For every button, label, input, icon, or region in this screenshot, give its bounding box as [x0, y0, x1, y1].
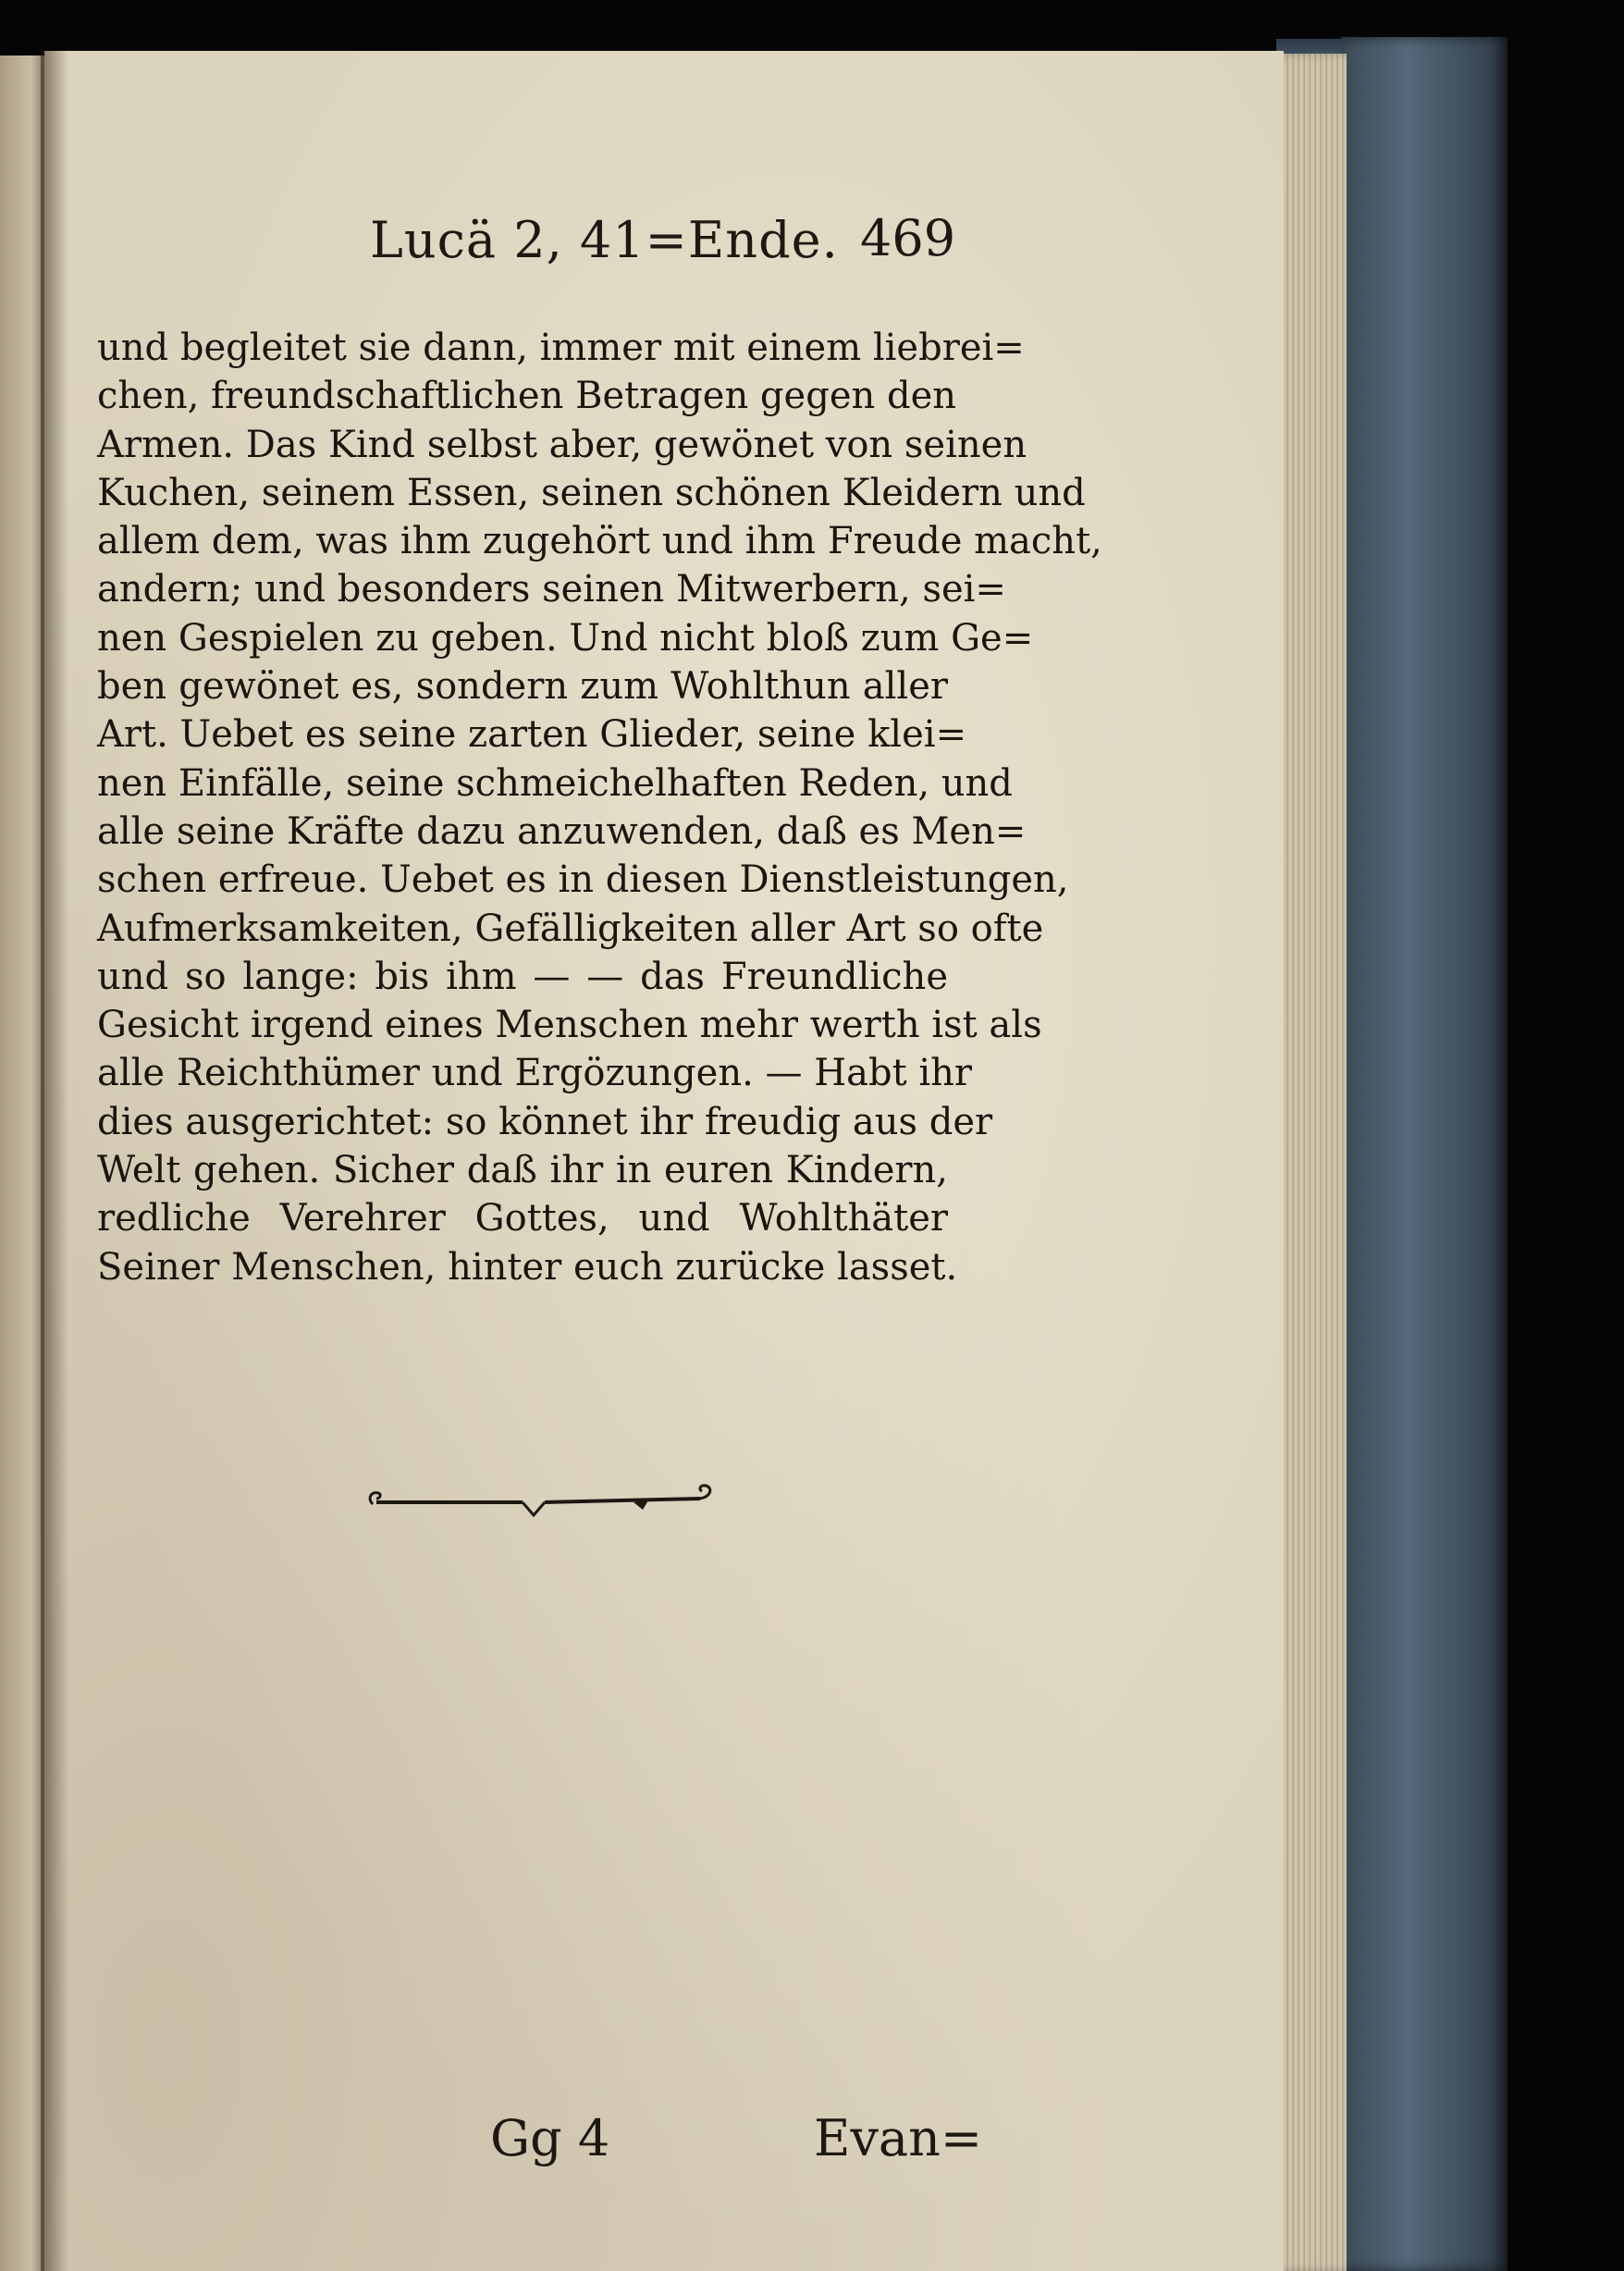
body-text [97, 324, 1102, 1291]
facing-page-edge [0, 56, 44, 2271]
text-line: chen, freundschaftlichen Betragen gegen den [97, 375, 957, 418]
text-line: andern; und besonders seinen Mitwerbern, sei= [97, 568, 1006, 611]
text-line: dies ausgerichtet: so könnet ihr freudig aus der [97, 1100, 993, 1143]
running-head-title: Lucä 2, 41=Ende. [370, 211, 839, 269]
text-line: Art. Uebet es seine zarten Glieder, seine klei= [97, 713, 967, 757]
text-line: allem dem, was ihm zugehört und ihm Freude macht, [97, 520, 1102, 563]
text-line: und begleitet sie dann, immer mit einem liebrei= [97, 327, 1025, 369]
text-line: schen erfreue. Uebet es in diesen Dienstleistungen, [97, 858, 1069, 902]
page-edges [1273, 54, 1347, 2271]
text-line: nen Einfälle, seine schmeichelhaften Reden, und [97, 761, 1013, 805]
text-line: nen Gespielen zu geben. Und nicht bloß zum Ge= [97, 616, 1034, 660]
gutter-shadow [41, 51, 68, 2271]
book-cover [1341, 37, 1507, 2271]
page-number: 469 [860, 209, 956, 267]
text-line: Seiner Menschen, hinter euch zurücke lasset. [97, 1245, 958, 1289]
text-line: Armen. Das Kind selbst aber, gewönet von seinen [97, 423, 1027, 466]
text-line: Gesicht irgend eines Menschen mehr werth ist als [97, 1004, 1042, 1047]
signature-mark: Gg 4 [490, 2109, 610, 2167]
text-line: alle Reichthümer und Ergözungen. — Habt ihr [97, 1052, 973, 1095]
text-line: Welt gehen. Sicher daß ihr in euren Kindern, [97, 1149, 948, 1192]
text-line: ben gewönet es, sondern zum Wohlthun aller [97, 665, 948, 709]
catchword: Evan= [814, 2109, 983, 2167]
text-line: redliche Verehrer Gottes, und Wohlthäter [97, 1197, 948, 1240]
text-line: und so lange: bis ihm — — das Freundliche [97, 955, 948, 998]
ornament-rule [365, 1478, 717, 1524]
text-line: alle seine Kräfte dazu anzuwenden, daß es Men= [97, 809, 1027, 853]
text-line: Aufmerksamkeiten, Gefälligkeiten aller Art so ofte [97, 907, 1044, 950]
text-line: Kuchen, seinem Essen, seinen schönen Kleidern und [97, 471, 1086, 514]
